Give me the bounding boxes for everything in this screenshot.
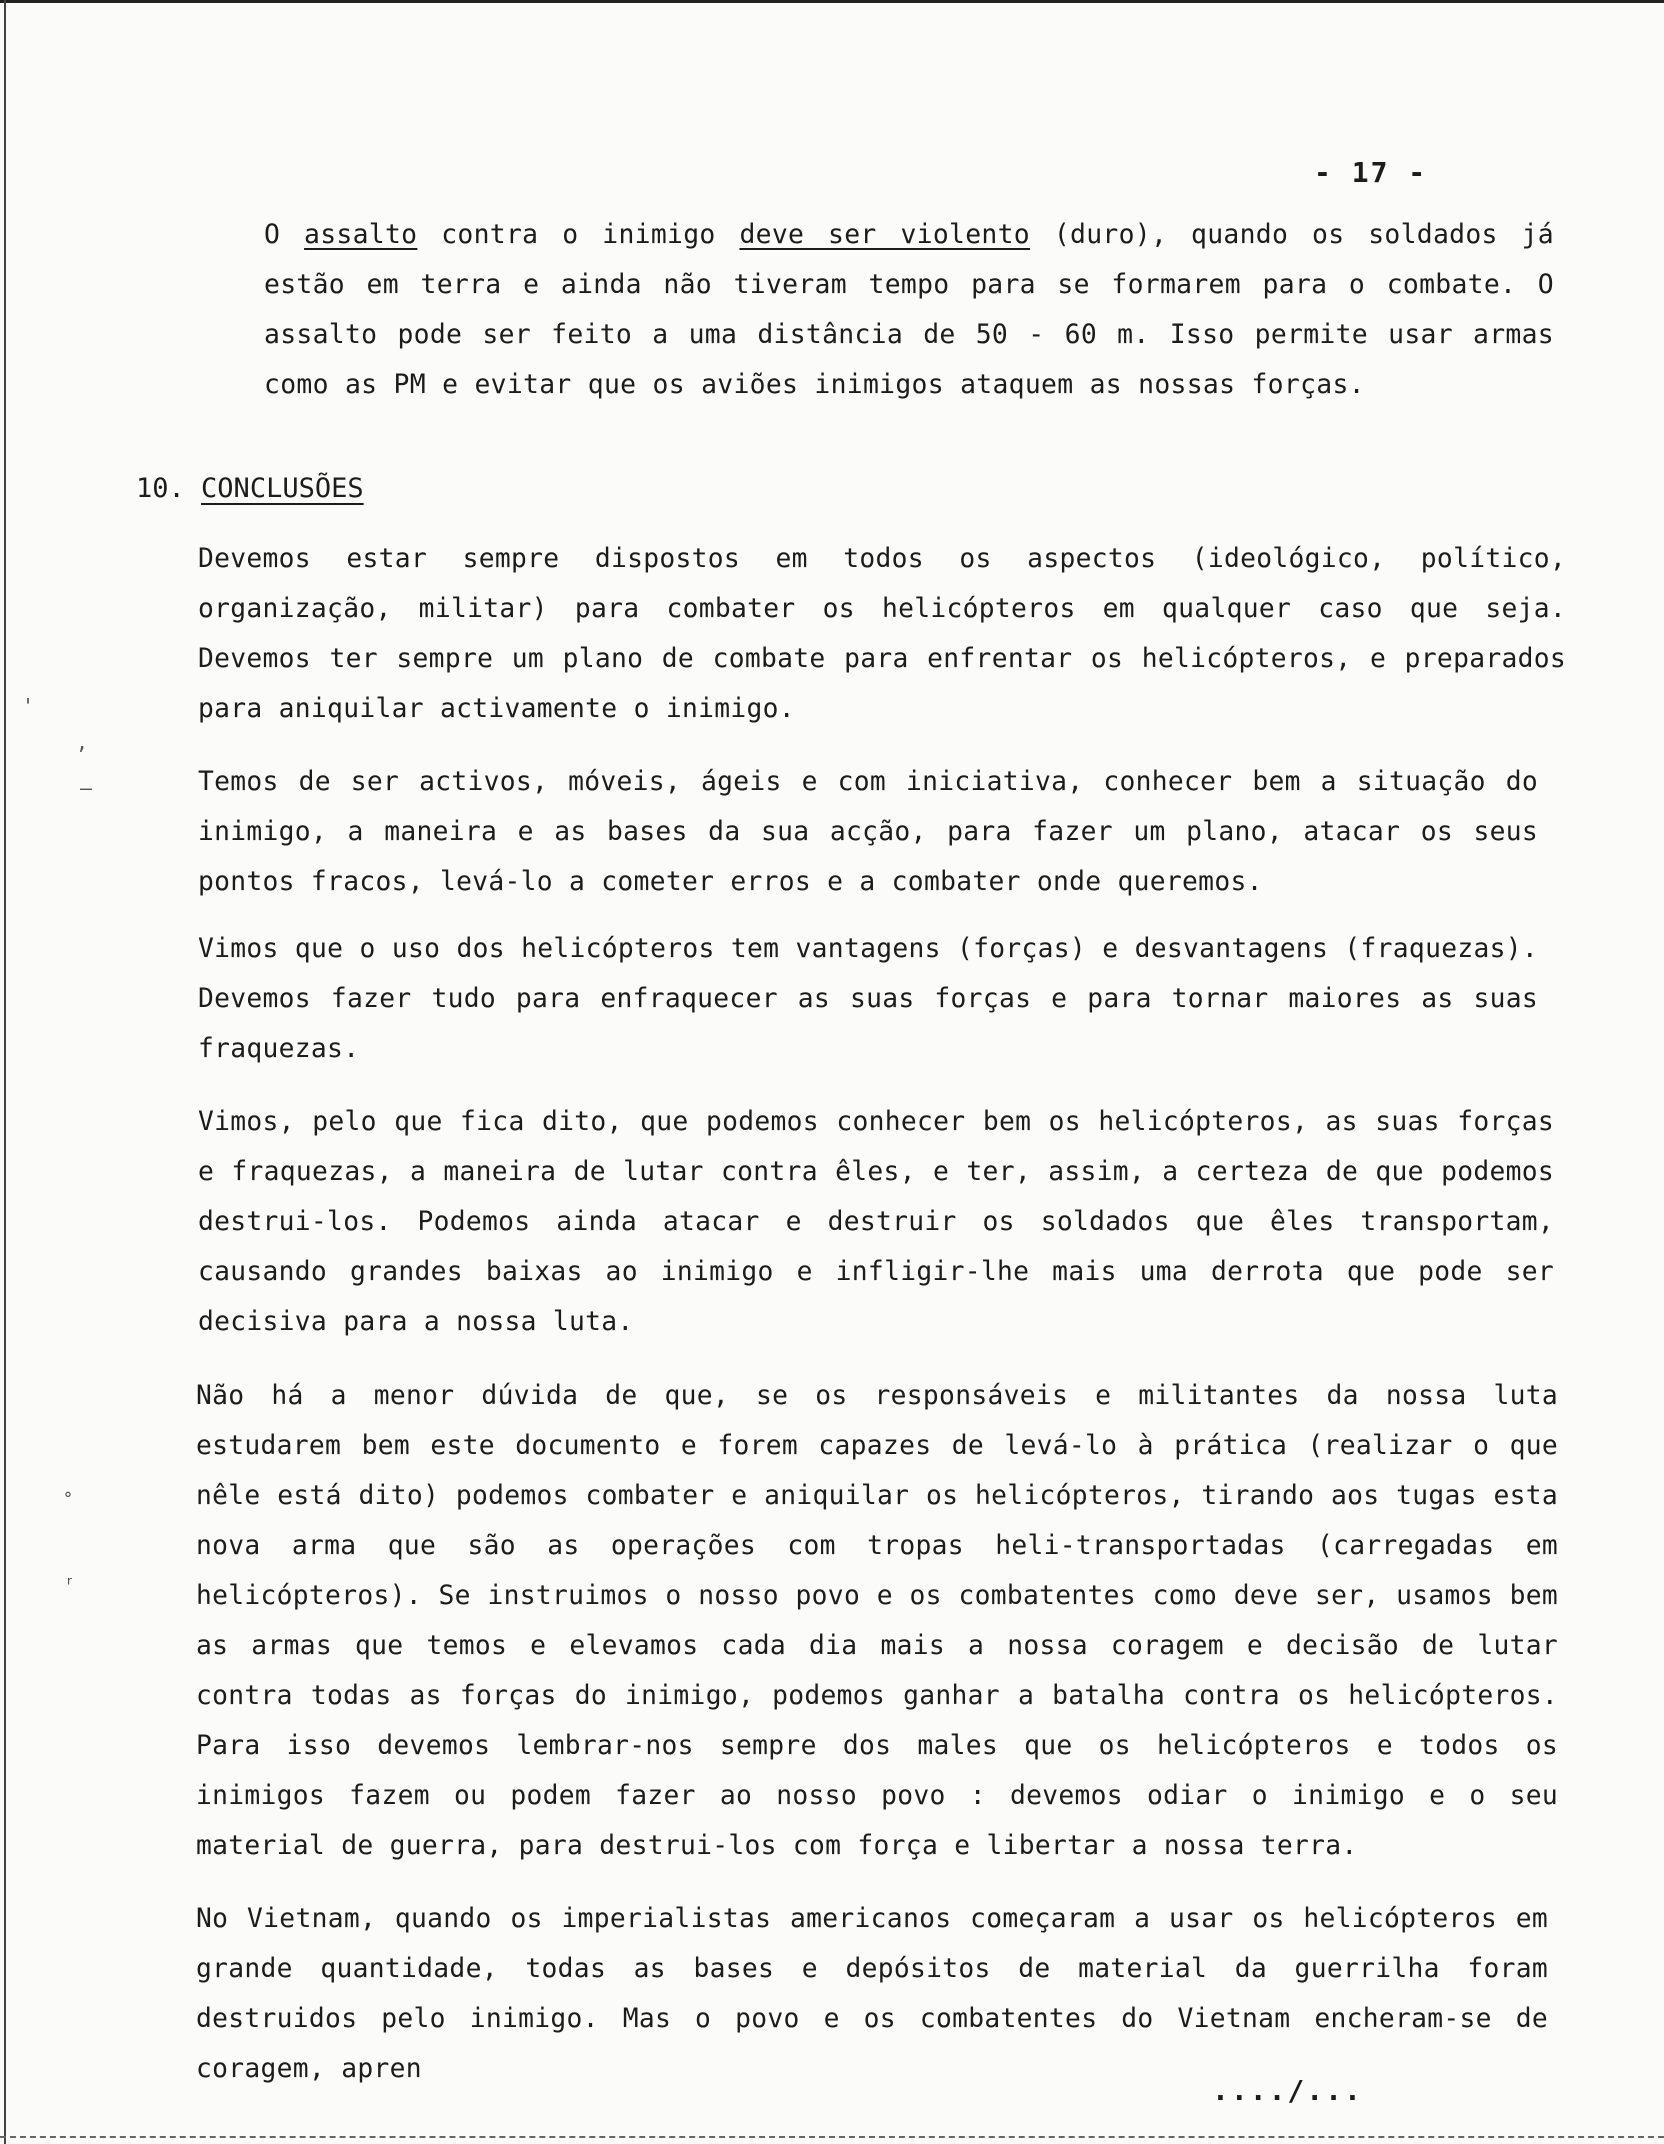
scan-speck: , xyxy=(76,730,89,754)
paragraph-2: Temos de ser activos, móveis, ágeis e com iniciativa, conhecer bem a situação do inimigo, a maneira e as bases da sua acção, para fazer um plano, atacar os seus pontos fracos, levá-lo a cometer erros e a combater onde queremos. xyxy=(198,767,1538,897)
section-number: 10. xyxy=(136,473,185,504)
bottom-border xyxy=(0,2135,1664,2138)
intro-text-1: O xyxy=(264,219,305,250)
paragraph-6: No Vietnam, quando os imperialistas americanos começaram a usar os helicópteros em grande quantidade, todas as bases e depósitos de material da guerrilha foram destruidos pelo inimigo. Mas o povo e os combatentes do Vietnam encheram-se de coragem, apren xyxy=(196,1904,1548,2084)
left-border xyxy=(4,0,7,2144)
intro-violento: deve ser violento xyxy=(739,219,1030,250)
paragraph-1: Devemos estar sempre dispostos em todos os aspectos (ideológico, político, organização, militar) para combater os helicópteros em qualquer caso que seja. Devemos ter sempre um plano de combate para enfrentar os helicópteros, e preparados para aniquilar activamente o inimigo. xyxy=(198,544,1566,724)
scan-speck: ' xyxy=(22,694,35,718)
page-number: - 17 - xyxy=(1314,156,1428,189)
paragraph-5: Não há a menor dúvida de que, se os responsáveis e militantes da nossa luta estudarem bem este documento e forem capazes de levá-lo à prática (realizar o que nêle está dito) podemos combater e aniquilar os helicópteros, tirando aos tugas esta nova arma que são as operações com tropas heli-transportadas (carregadas em helicópteros). Se instruimos o nosso povo e os combatentes como deve ser, usamos bem as armas que temos e elevamos cada dia mais a nossa coragem e decisão de lutar contra todas as forças do inimigo, podemos ganhar a batalha contra os helicópteros. Para isso devemos lembrar-nos sempre dos males que os helicópteros e todos os inimigos fazem ou podem fazer ao nosso povo : devemos odiar o inimigo e o seu material de guerra, para destrui-los com força e libertar a nossa terra. xyxy=(196,1381,1558,1861)
intro-text-2: contra o inimigo xyxy=(417,219,740,250)
section-heading xyxy=(136,464,364,514)
intro-assalto: assalto xyxy=(304,219,418,250)
intro-text-3: (duro), quando os soldados já estão em terra e ainda não tiveram tempo para se formarem para o combate. O assalto pode ser feito a uma distância de 50 - 60 m. Isso permite usar armas como as PM e evitar que os aviões inimigos ataquem as nossas forças. xyxy=(264,219,1554,400)
section-title: CONCLUSÕES xyxy=(201,473,364,504)
paragraph-3: Vimos que o uso dos helicópteros tem vantagens (forças) e desvantagens (fraquezas). Devemos fazer tudo para enfraquecer as suas forças e para tornar maiores as suas fraquezas. xyxy=(198,934,1538,1064)
intro-paragraph xyxy=(264,210,1554,410)
scan-speck: – xyxy=(80,776,93,800)
paragraph-4: Vimos, pelo que fica dito, que podemos conhecer bem os helicópteros, as suas forças e fraquezas, a maneira de lutar contra êles, e ter, assim, a certeza de que podemos destrui-los. Podemos ainda atacar e destruir os soldados que êles transportam, causando grandes baixas ao inimigo e infligir-lhe mais uma derrota que pode ser decisiva para a nossa luta. xyxy=(198,1107,1554,1337)
continuation-marker: ..../... xyxy=(1212,2074,1363,2107)
scan-speck: ᐤ xyxy=(64,1486,72,1510)
scan-speck: ʳ xyxy=(64,1572,77,1596)
top-border xyxy=(0,0,1664,10)
